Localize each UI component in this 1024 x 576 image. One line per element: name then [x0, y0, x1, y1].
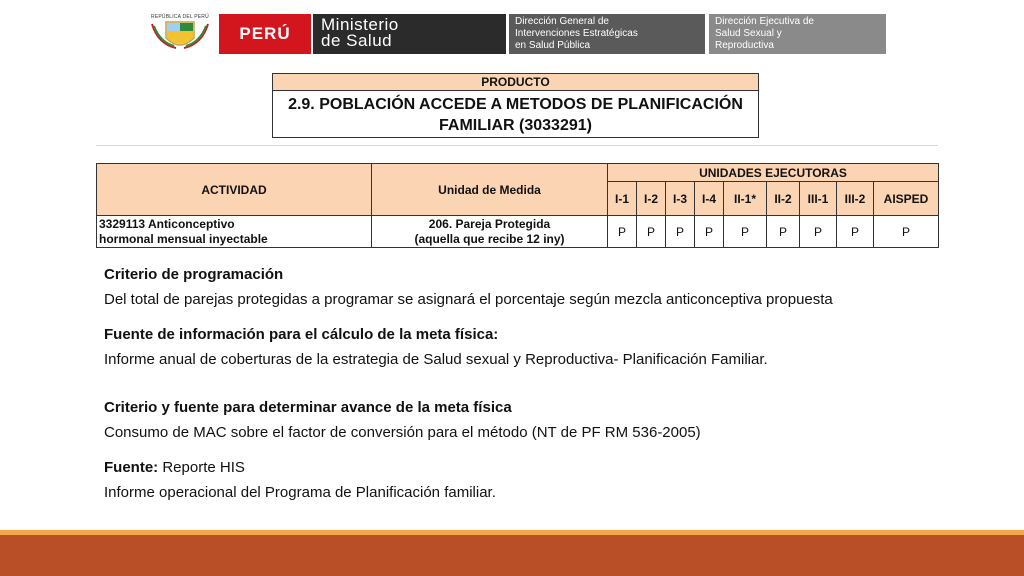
fuente-text: Informe anual de coberturas de la estrategia de Salud sexual y Reproductiva- Planificación Familiar.	[104, 351, 768, 368]
actividad-line1: 3329113 Anticonceptivo	[99, 216, 235, 231]
actividad-line2: hormonal mensual inyectable	[99, 231, 268, 246]
header-unit: III-2	[837, 182, 874, 216]
peru-logo	[219, 14, 311, 54]
header-actividad: ACTIVIDAD	[97, 164, 372, 216]
unidad-line1: 206. Pareja Protegida	[428, 216, 551, 231]
unidad-line2: (aquella que recibe 12 iny)	[414, 231, 565, 246]
header-unit: I-1	[608, 182, 637, 216]
shield-caption: REPÚBLICA DEL PERÚ	[151, 14, 209, 20]
fuente2-line	[104, 458, 245, 478]
footer-bar	[0, 535, 1024, 576]
header-unit: AISPED	[874, 182, 939, 216]
unit-value-cell: P	[837, 216, 874, 248]
fuente-title: Fuente de información para el cálculo de la meta física:	[104, 326, 499, 343]
de-line3: Reproductiva	[715, 40, 774, 51]
unit-value-cell: P	[695, 216, 724, 248]
units-table	[96, 163, 939, 248]
direccion-ejecutiva-logo	[709, 14, 886, 54]
ministerio-logo	[313, 14, 506, 54]
header-unit: I-2	[637, 182, 666, 216]
dg-line3: en Salud Pública	[515, 40, 591, 51]
unit-value-cell: P	[608, 216, 637, 248]
header-unidades-ejecutoras: UNIDADES EJECUTORAS	[608, 164, 939, 182]
fuente2-label: Fuente:	[104, 459, 159, 476]
unit-value-cell: P	[724, 216, 767, 248]
unit-value-cell: P	[800, 216, 837, 248]
table-row	[97, 216, 939, 248]
divider	[96, 145, 938, 146]
unidad-cell	[372, 216, 608, 248]
product-title	[273, 91, 758, 136]
avance-title: Criterio y fuente para determinar avance de la meta física	[104, 399, 512, 416]
header-unit: II-2	[767, 182, 800, 216]
ministerio-line2: de Salud	[321, 31, 393, 50]
header-unit: I-3	[666, 182, 695, 216]
unit-value-cell: P	[767, 216, 800, 248]
informe-text: Informe operacional del Programa de Planificación familiar.	[104, 484, 496, 501]
ministerio-line1: Ministerio	[321, 15, 399, 34]
criterio-title: Criterio de programación	[104, 266, 284, 283]
product-box	[272, 73, 759, 138]
criterio-text: Del total de parejas protegidas a programar se asignará el porcentaje según mezcla anticonceptiva propuesta	[104, 291, 833, 308]
header-unit: II-1*	[724, 182, 767, 216]
peru-label: PERÚ	[239, 24, 291, 43]
header-unidad-medida: Unidad de Medida	[372, 164, 608, 216]
direccion-general-logo	[509, 14, 705, 54]
avance-text: Consumo de MAC sobre el factor de conversión para el método (NT de PF RM 536-2005)	[104, 424, 701, 441]
unit-value-cell: P	[637, 216, 666, 248]
unit-value-cell: P	[874, 216, 939, 248]
header-unit: III-1	[800, 182, 837, 216]
dg-line1: Dirección General de	[515, 16, 609, 27]
product-title-line1: 2.9. POBLACIÓN ACCEDE A METODOS DE PLANIFICACIÓN	[288, 96, 743, 113]
peru-coat-of-arms-icon	[146, 14, 214, 54]
de-line2: Salud Sexual y	[715, 28, 782, 39]
product-title-line2: FAMILIAR (3033291)	[439, 117, 592, 134]
de-line1: Dirección Ejecutiva de	[715, 16, 814, 27]
dg-line2: Intervenciones Estratégicas	[515, 28, 638, 39]
product-label: PRODUCTO	[273, 74, 758, 91]
fuente2-value: Reporte HIS	[158, 459, 245, 476]
header-unit: I-4	[695, 182, 724, 216]
actividad-cell	[97, 216, 372, 248]
unit-value-cell: P	[666, 216, 695, 248]
